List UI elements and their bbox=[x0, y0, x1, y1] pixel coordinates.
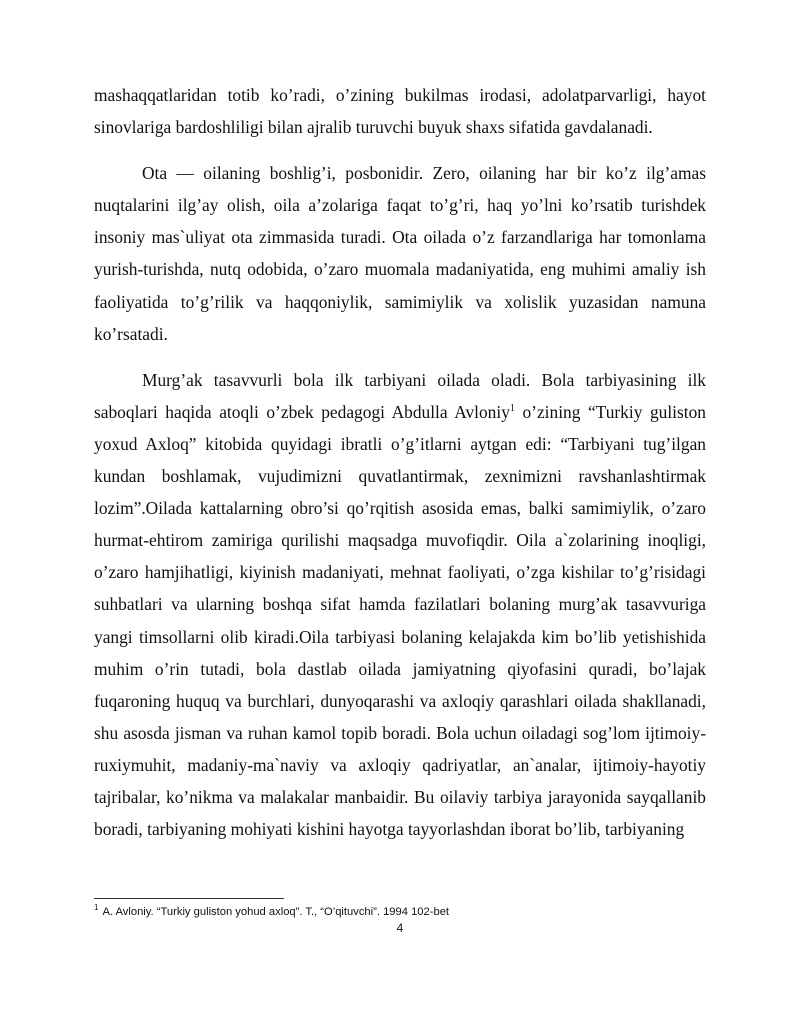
footnote bbox=[94, 905, 706, 920]
paragraph-text-before-ref: Murg’ak tasavvurli bola ilk tarbiyani oilada oladi. Bola tarbiyasining ilk saboqlari haqida atoqli o’zbek pedagogi Abdulla Avloniy bbox=[94, 369, 706, 422]
footnote-separator bbox=[94, 898, 284, 899]
paragraph-father-role: Ota — oilaning boshlig’i, posbonidir. Zero, oilaning har bir ko’z ilg’amas nuqtalarini ilg’ay olish, oila a’zolariga faqat to’g’ri, haq yo’lni ko’rsatib turishdek insoniy mas`uliyat ota zimmasida turadi. Ota oilada o’z farzandlariga har tomonlama yurish-turishda, nutq odobida, o’zaro muomala madaniyatida, eng muhimi amaliy ish faoliyatida to’g’rilik va haqqoniylik, samimiylik va xolislik yuzasidan namuna ko’rsatadi. bbox=[94, 163, 706, 344]
footnote-reference-mark[interactable]: 1 bbox=[509, 403, 515, 415]
paragraph-text-after-ref: o’zining “Turkiy guliston yoxud Axloq” kitobida quyidagi ibratli o’g’itlarni aytgan edi: “Tarbiyani tug’ilgan kundan boshlamak, vujudimizni quvatlantirmak, zexnimizni ravshanlashtirmak lozim”.Oilada kattalarning obro’si qo’rqitish asosida emas, balki samimiylik, o’zaro hurmat-ehtirom zamiriga qurilishi maqsadga muvofiqdir. Oila a`zolarining inoqligi, o’zaro hamjihatligi, kiyinish madaniyati, mehnat faoliyati, o’zga kishilar to’g’risidagi suhbatlari va ularning boshqa sifat hamda fazilatlari bolaning murg’ak tasavvuriga yangi timsollarni olib kiradi.Oila tarbiyasi bolaning kelajakda kim bo’lib yetishishida muhim o’rin tutadi, bola dastlab oilada jamiyatning qiyofasini quradi, bo’lajak fuqaroning huquq va burchlari, dunyoqarashi va axloqiy qarashlari oilada shakllanadi, shu asosda jisman va ruhan kamol topib boradi. Bola uchun oiladagi sog’lom ijtimoiy-ruxiymuhit, madaniy-ma`naviy va axloqiy qadriyatlar, an`analar, ijtimoiy-hayotiy tajribalar, ko’nikma va malakalar manbaidir. Bu oilaviy tarbiya jarayonida sayqallanib boradi, tarbiyaning mohiyati kishini hayotga tayyorlashdan iborat bo’lib, tarbiyaning bbox=[94, 401, 707, 840]
footnote-number: 1 bbox=[94, 903, 99, 913]
body-text bbox=[94, 79, 706, 845]
paragraph-continuation: mashaqqatlaridan totib ko’radi, o’zining bukilmas irodasi, adolatparvarligi, hayot sinovlariga bardoshliligi bilan ajralib turuvchi buyuk shaxs sifatida gavdalanadi. bbox=[94, 85, 706, 138]
page-number: 4 bbox=[396, 921, 404, 935]
paragraph-family-upbringing bbox=[94, 364, 706, 845]
footnote-text: A. Avloniy. “Turkiy guliston yohud axloq”. T., “O’qituvchi”. 1994 102-bet bbox=[102, 906, 450, 918]
